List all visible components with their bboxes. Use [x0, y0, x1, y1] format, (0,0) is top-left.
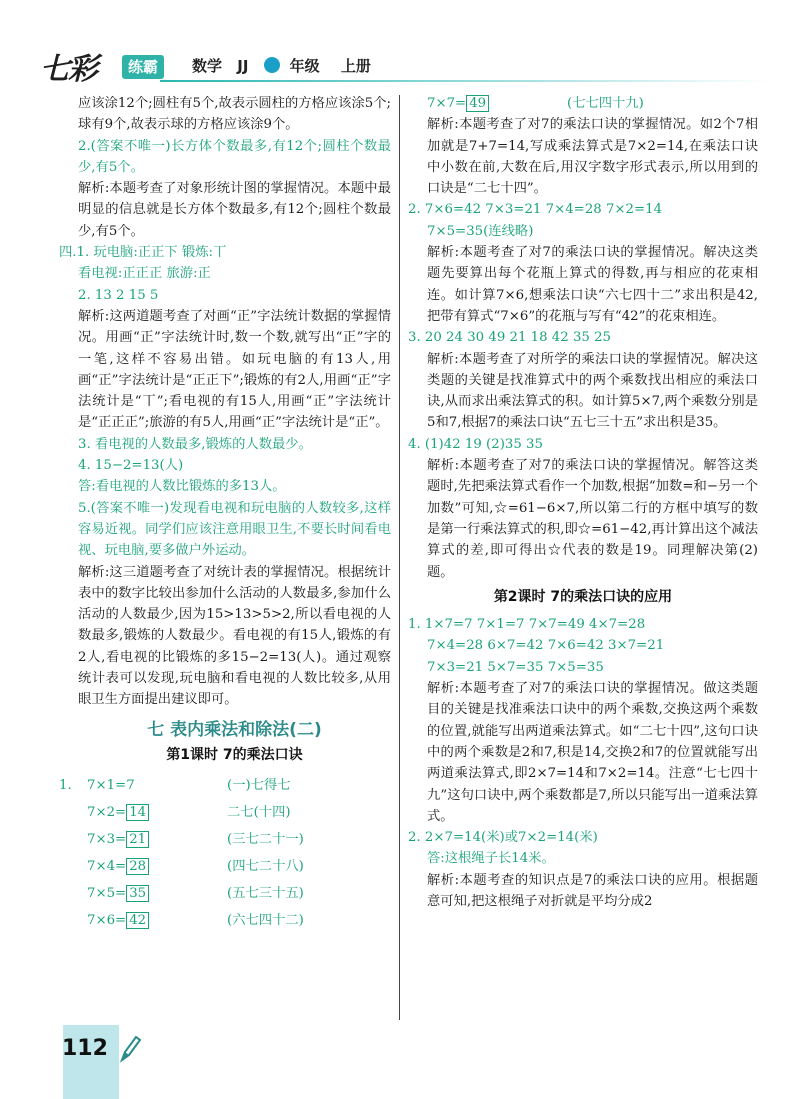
- answer-line: 7×3=21 5×7=35 7×5=35: [427, 659, 604, 675]
- answer-line: 3. 看电视的人数最多,锻炼的人数最少。: [78, 436, 312, 452]
- q1-row: 7×5= 35 (五七三十五): [87, 886, 304, 902]
- analysis-block: 解析:本题考查的知识点是7的乘法口诀的应用。根据题意可知,把这根绳子对折就是平均分成2: [427, 872, 758, 909]
- answer-line: 1. 1×7=7 7×1=7 7×7=49 4×7=28: [408, 617, 646, 633]
- answer-line: 2. 2×7=14(米)或7×2=14(米): [408, 830, 598, 846]
- brand-logo-box: 练霸: [122, 55, 164, 79]
- answer-line: 2. 7×6=42 7×3=21 7×4=28 7×2=14: [408, 202, 663, 218]
- term: 上册: [340, 57, 371, 75]
- section-title: 七 表内乘法和除法(二): [147, 719, 322, 740]
- grade-dot-icon: [264, 57, 280, 73]
- analysis-block: 解析:本题考查了对7的乘法口诀的掌握情况。解答这类题时,先把乘法算式看作一个加数,根据“加数=和−另一个加数”可知,☆=61−6×7,所以第二行的方框中填写的数是第一行乘法算式的积,即☆=61−42,再计算出这个减法算式的差,即可得出☆代表的数是19。同理解决第(2)题。: [427, 458, 758, 580]
- analysis-block: 解析:本题考查了对7的乘法口诀的掌握情况。做这类题目的关键是找准乘法口诀中的两个乘数,交换这两个乘数的位置,就能写出两道乘法算式。如“二七十四”,这句口诀中的两个乘数是2和7,积是14,交换2和7的位置就能写出两道乘法算式,即2×7=14和7×2=14。注意“七七四十九”这句口诀中,两个乘数都是7,所以只能写出一道乘法算式。: [427, 681, 758, 824]
- q1-row: 7×7= 49 (七七四十九): [427, 96, 644, 111]
- text-block: 应该涂12个;圆柱有5个,故表示圆柱的方格应该涂5个;球有9个,故表示球的方格应该涂9个。: [78, 96, 391, 133]
- right-column: [408, 93, 758, 912]
- q1-row: 7×4= 28 (四七二十八): [87, 859, 304, 875]
- answer-line: 2. 13 2 15 5: [78, 287, 159, 303]
- column-divider: [399, 95, 400, 1020]
- answer-line: 4. 15−2=13(人): [78, 458, 184, 474]
- analysis-block: 解析:这三道题考查了对统计表的掌握情况。根据统计表中的数字比较出参加什么活动的人数最多,参加什么活动的人数最少,因为15>13>5>2,所以看电视的人数最多,锻炼的人数最少。看电视的有15人,锻炼的有2人,看电视的比锻炼的多15−2=13(人)。通过观察统计表可以发现,玩电脑和看电视的人数比较多,从用眼卫生方面提出建议即可。: [78, 564, 391, 708]
- header-rule: [160, 80, 770, 82]
- left-column: [59, 93, 391, 934]
- page-header: [0, 0, 800, 95]
- q1-row: 1. 7×1=7 (一)七得七: [59, 778, 291, 794]
- answer-line: 4. (1)42 19 (2)35 35: [408, 436, 543, 452]
- answer-line: 四.1. 玩电脑:正正下 锻炼:丅: [59, 245, 227, 261]
- q1-row: 7×6= 42 (六七四十二): [87, 913, 304, 929]
- analysis-block: 解析:本题考查了对7的乘法口诀的掌握情况。解决这类题先要算出每个花瓶上算式的得数,再与相应的花束相连。如计算7×6,想乘法口诀“六七四十二”求出积是42,把带有算式“7×6”的花瓶与写有“42”的花束相连。: [427, 245, 758, 324]
- answer-line: 5.(答案不唯一)发现看电视和玩电脑的人数较多,这样容易近视。同学们应该注意用眼卫生,不要长时间看电视、玩电脑,要多做户外运动。: [78, 500, 391, 559]
- answer-line: 答:看电视的人数比锻炼的多13人。: [78, 479, 286, 495]
- subject: 数学: [192, 57, 223, 75]
- header-info: [192, 55, 381, 76]
- answer-line: 7×4=28 6×7=42 7×6=42 3×7=21: [427, 638, 665, 654]
- answer-line: 答:这根绳子长14米。: [427, 851, 555, 867]
- answer-line: 看电视:正正正 旅游:正: [78, 266, 211, 282]
- q1-row: 7×3= 21 (三七二十一): [87, 832, 304, 848]
- analysis-block: 解析:这两道题考查了对画“正”字法统计数据的掌握情况。用画“正”字法统计时,数一个数,就写出“正”字的一笔,这样不容易出错。如玩电脑的有13人,用画“正”字法统计是“正正下”;锻炼的有2人,用画“正”字法统计是“丅”;看电视的有15人,用画“正”字法统计是“正正正”;旅游的有5人,用画“正”字法统计是“正”。: [78, 308, 391, 431]
- edition: JJ: [237, 57, 249, 75]
- answer-line: 3. 20 24 30 49 21 18 42 35 25: [408, 330, 612, 346]
- q1-row: 7×2= 14 二七(十四): [87, 805, 291, 821]
- analysis-block: 解析:本题考查了对7的乘法口诀的掌握情况。如2个7相加就是7+7=14,写成乘法算式是7×2=14,在乘法口诀中小数在前,大数在后,用汉字数字形式表示,所以用到的口诀是“二七十四”。: [427, 117, 758, 197]
- page-number: 112: [62, 1036, 108, 1061]
- lesson-title: 第1课时 7的乘法口诀: [166, 746, 303, 763]
- answer-line: 2.(答案不唯一)长方体个数最多,有12个;圆柱个数最少,有5个。: [78, 138, 391, 175]
- pencil-icon: [118, 1034, 142, 1064]
- analysis-block: 解析:本题考查了对所学的乘法口诀的掌握情况。解决这类题的关键是找准算式中的两个乘数找出相应的乘法口诀,从而求出乘法算式的积。如计算5×7,两个乘数分别是5和7,根据7的乘法口诀“五七三十五”求出积是35。: [427, 351, 758, 431]
- lesson-title: 第2课时 7的乘法口诀的应用: [493, 588, 673, 605]
- answer-line: 7×5=35(连线略): [427, 223, 534, 239]
- brand-logo: 七彩: [40, 52, 96, 87]
- q1-table: [59, 772, 391, 934]
- analysis-block: 解析:本题考查了对象形统计图的掌握情况。本题中最明显的信息就是长方体个数最多,有12个;圆柱个数最少,有5个。: [78, 181, 391, 239]
- grade: 年级: [289, 57, 320, 75]
